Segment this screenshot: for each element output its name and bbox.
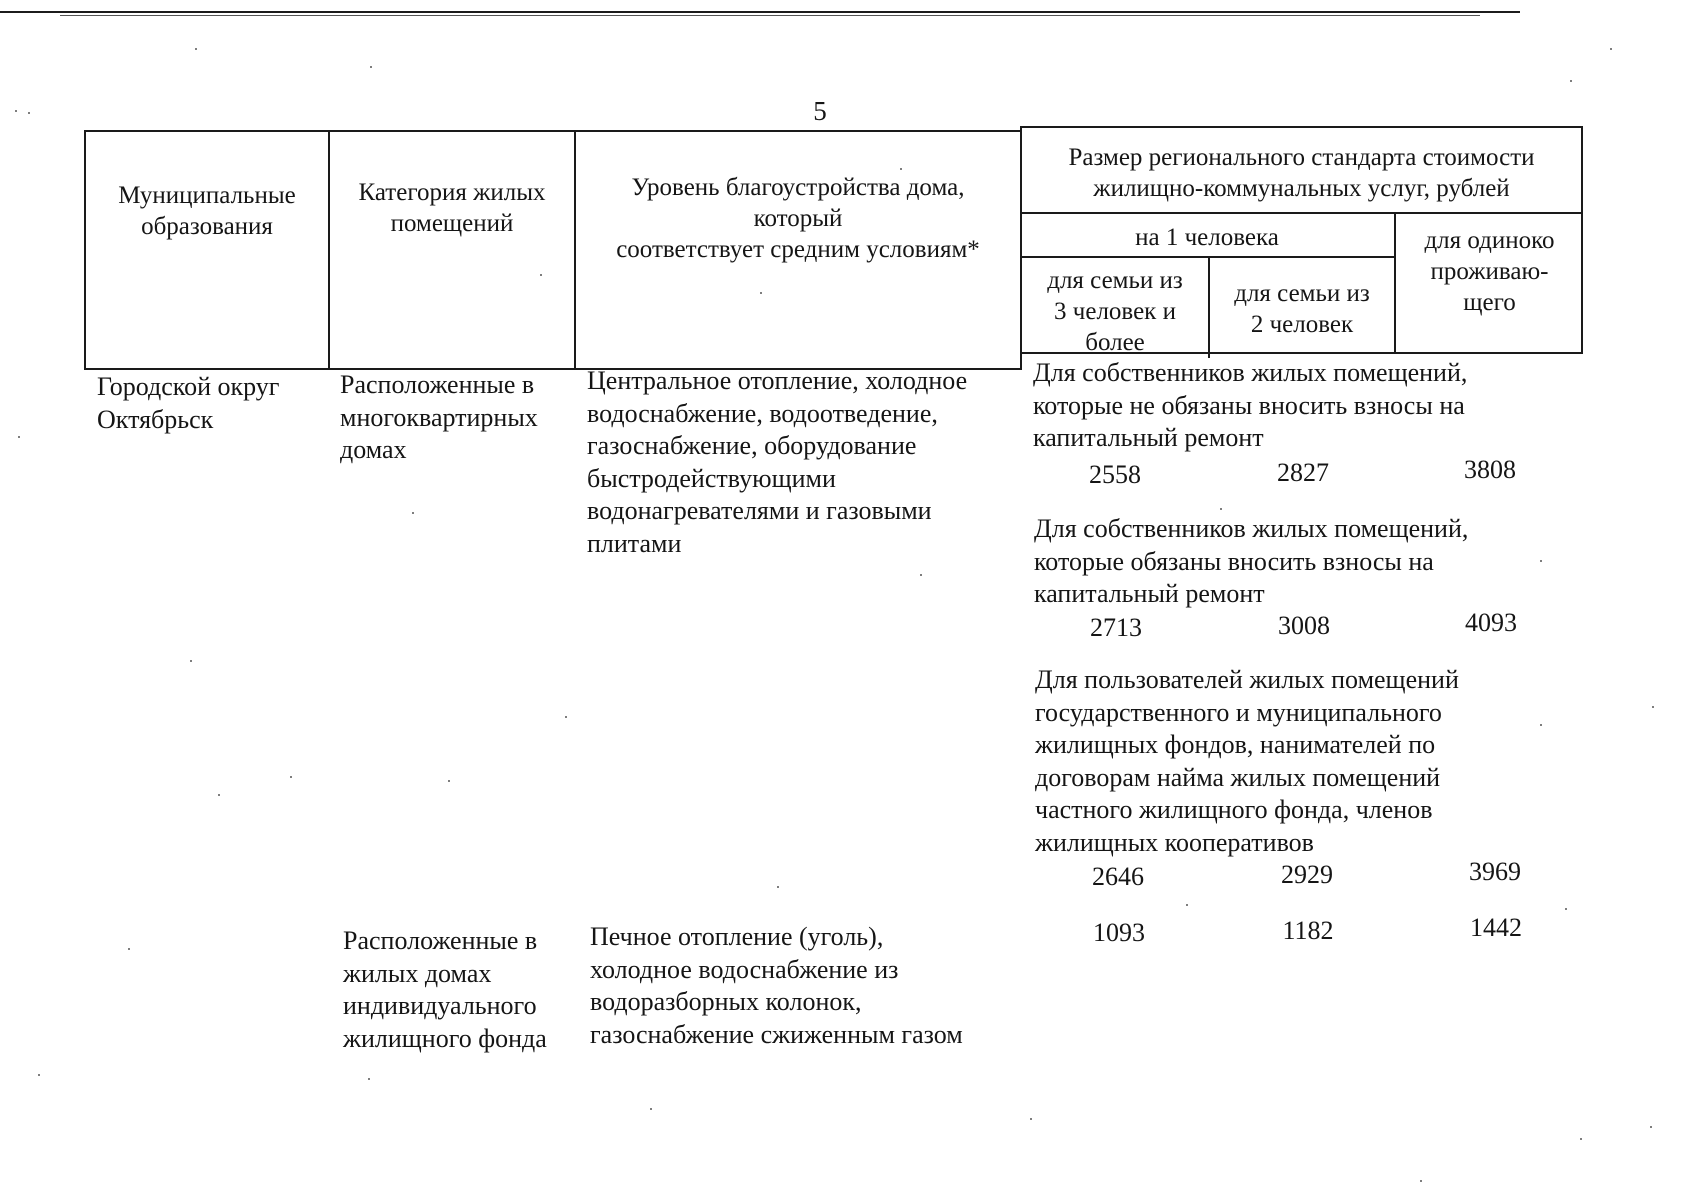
cell-line: которые не обязаны вносить взносы на (1033, 390, 1465, 420)
value-family-2: 3008 (1278, 611, 1330, 640)
header-category (330, 177, 574, 239)
cell-category (343, 925, 547, 1055)
header-line: для семьи из (1047, 267, 1183, 294)
cell-level (590, 921, 963, 1051)
speck (1650, 1126, 1652, 1128)
speck (777, 886, 779, 888)
speck (920, 574, 922, 576)
speck (1540, 560, 1542, 562)
speck (1652, 706, 1654, 708)
header-line: щего (1463, 289, 1516, 316)
speck (760, 292, 762, 294)
group-caption (1033, 357, 1467, 455)
cell-category (340, 369, 538, 467)
speck (1580, 1138, 1582, 1140)
value-family-2: 2827 (1277, 458, 1329, 487)
group-caption (1035, 664, 1459, 859)
header-line: проживаю- (1430, 258, 1549, 285)
cell-line: государственного и муниципального (1035, 697, 1442, 727)
speck (370, 66, 372, 68)
header-line: жилищно-коммунальных услуг, рублей (1093, 175, 1510, 202)
cell-line: многоквартирных (340, 402, 538, 432)
cell-line: жилищных кооперативов (1035, 827, 1314, 857)
speck (128, 948, 130, 950)
value-family-2: 2929 (1281, 860, 1333, 889)
header-size (1022, 142, 1581, 204)
cell-line: газоснабжение сжиженным газом (590, 1019, 963, 1049)
cell-line: Печное отопление (уголь), (590, 922, 884, 951)
speck (650, 1108, 652, 1110)
cell-line: газоснабжение, оборудование (587, 431, 917, 460)
speck (565, 716, 567, 718)
cell-line: водонагревателями и газовыми (587, 496, 932, 525)
speck (900, 168, 902, 170)
header-line: который (753, 205, 843, 232)
speck (1540, 724, 1542, 726)
header-line: более (1085, 329, 1145, 356)
header-line: 3 человек и (1054, 298, 1176, 325)
cell-line: частного жилищного фонда, членов (1035, 795, 1433, 824)
speck (195, 48, 197, 50)
speck (190, 660, 192, 662)
cell-line: Центральное отопление, холодное (587, 366, 968, 395)
value-family-3: 2713 (1090, 613, 1142, 642)
cell-level (587, 365, 967, 560)
header-family-2 (1210, 278, 1394, 340)
speck (15, 110, 17, 112)
speck (368, 1078, 370, 1080)
speck (412, 512, 414, 514)
header-line: для одиноко (1424, 227, 1555, 254)
cell-line: плитами (587, 528, 682, 558)
speck (38, 1074, 40, 1076)
header-divider (1020, 256, 1394, 258)
header-level (576, 172, 1020, 265)
value-family-3: 1093 (1093, 918, 1145, 947)
header-line: образования (141, 213, 273, 240)
speck (218, 794, 220, 796)
header-line: соответствует средним условиям* (616, 236, 980, 263)
cell-line: водоснабжение, водоотведение, (587, 398, 938, 428)
header-family-3 (1022, 265, 1208, 358)
cell-line: холодное водоснабжение из (590, 954, 899, 984)
cell-line: Для собственников жилых помещений, (1034, 514, 1469, 543)
speck (1610, 48, 1612, 50)
cell-line: жилищного фонда (343, 1023, 547, 1053)
speck (1186, 904, 1188, 906)
cell-line: Городской округ (97, 372, 280, 401)
header-per-person: на 1 человека (1135, 224, 1279, 251)
cell-line: капитальный ремонт (1033, 423, 1264, 452)
speck (1220, 508, 1222, 510)
speck (290, 776, 292, 778)
header-line: Уровень благоустройства дома, (631, 174, 965, 201)
header-line: 2 человек (1250, 311, 1354, 338)
value-single: 3808 (1464, 455, 1516, 484)
cell-line: Расположенные в (343, 926, 538, 955)
cell-municipality (97, 371, 279, 436)
page-number: 5 (813, 96, 827, 126)
value-family-2: 1182 (1282, 916, 1334, 945)
value-family-3: 2558 (1089, 460, 1141, 489)
header-single (1396, 225, 1583, 318)
header-line: помещений (390, 210, 514, 237)
header-line: Категория жилых (358, 179, 546, 206)
header-municipality (86, 180, 328, 242)
cell-line: жилищных фондов, нанимателей по (1035, 730, 1436, 759)
value-single: 1442 (1470, 913, 1522, 942)
cell-line: Для собственников жилых помещений, (1033, 358, 1468, 387)
speck (1030, 1118, 1032, 1120)
header-line: Муниципальные (118, 182, 296, 209)
cell-line: Октябрьск (97, 404, 214, 434)
value-single: 4093 (1465, 608, 1517, 637)
speck (448, 780, 450, 782)
cell-line: домах (340, 435, 407, 464)
scan-top-line-thin (60, 15, 1480, 16)
scan-top-line (0, 11, 1520, 13)
cell-line: капитальный ремонт (1034, 579, 1265, 608)
header-divider (328, 130, 330, 370)
speck (540, 274, 542, 276)
header-line: для семьи из (1234, 280, 1370, 307)
cell-line: индивидуального (343, 991, 537, 1020)
header-line: Размер регионального стандарта стоимости (1068, 144, 1535, 171)
cell-line: жилых домах (343, 958, 492, 988)
value-family-3: 2646 (1092, 862, 1144, 891)
speck (28, 112, 30, 114)
group-caption (1034, 513, 1468, 611)
speck (1420, 1180, 1422, 1182)
cell-line: Для пользователей жилых помещений (1035, 665, 1459, 694)
cell-line: Расположенные в (340, 370, 535, 399)
cell-line: быстродействующими (587, 463, 836, 493)
cell-line: водоразборных колонок, (590, 987, 862, 1016)
speck (18, 436, 20, 438)
cell-line: которые обязаны вносить взносы на (1034, 546, 1434, 576)
cell-line: договорам найма жилых помещений (1035, 762, 1441, 792)
speck (1570, 80, 1572, 82)
value-single: 3969 (1469, 857, 1521, 886)
speck (1565, 908, 1567, 910)
header-divider (1020, 212, 1583, 214)
